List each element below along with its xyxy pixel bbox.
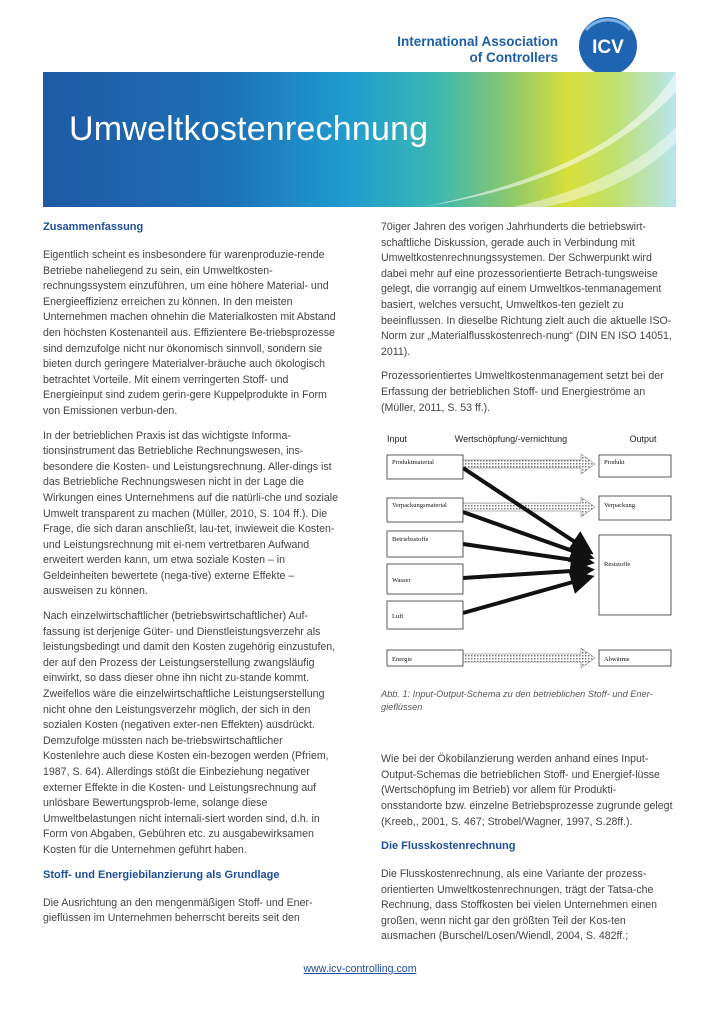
flow-verpackung (462, 497, 595, 517)
input-column-label: Input (387, 434, 408, 445)
paragraph: Die Flusskostenrechnung, als eine Variante der prozess-orientierten Umweltkostenrechnungen, trägt der Tatsa-che Rechnung, dass Stoffkosten bei vielen Unternehmen einen großen, wenn nicht gar den größten Teil der Kos-ten ausmachen (Burschel/Losen/Wiendl, 2004, S. 482ff.; (381, 868, 658, 943)
input-label: Verpackungsmaterial (392, 502, 447, 510)
heading-flusskostenrechnung: Die Flusskostenrechnung (381, 840, 516, 853)
output-column-label: Output (629, 434, 657, 445)
reststoffe-arrows (463, 468, 587, 613)
input-label: Produktmaterial (392, 459, 434, 467)
paragraph: In der betrieblichen Praxis ist das wichtigste Informa-tionsinstrument das Betriebliche Rechnungswesen, ins-besondere die Kosten- und Leistungsrechnung. Aller-dings ist das Betriebliche Rechnungswesen nicht in der Lage die Wirkungen eines Unternehmens auf die natürli-che und soziale Umwelt transparent zu machen (Müller, 2010, S. 104 ff.). Die Frage, die sich daran anschließt, lau-tet, inwieweit die Kosten- und Leistungsrechnung mit ei-nem vertretbaren Aufwand erweitert werden kann, um etwa soziale Kosten – in Geldeinheiten bewertete (nega-tive) externe Effekte – ausweisen zu können. (43, 429, 339, 598)
input-label: Luft (392, 613, 404, 621)
paragraph: Die Ausrichtung an den mengenmäßigen Stoff- und Ener-gieflüssen im Unternehmen beherrscht bereits seit den (43, 896, 313, 925)
flow-produkt (462, 454, 595, 474)
right-column (381, 220, 677, 954)
association-name-line2: of Controllers (469, 50, 558, 65)
output-label: Produkt (604, 459, 625, 467)
heading-stoff-energiebilanzierung: Stoff- und Energiebilanzierung als Grundlage (43, 868, 280, 881)
output-box (599, 535, 671, 615)
page-title: Umweltkostenrechnung (69, 110, 429, 148)
icv-logo (578, 16, 638, 76)
output-label: Verpackung (604, 502, 636, 510)
website-link[interactable]: www.icv-controlling.com (303, 963, 417, 975)
paragraph: Prozessorientiertes Umweltkostenmanagement setzt bei der Erfassung der betrieblichen Stoff- und Energieströme an (Müller, 2011, S. 53 ff.). (381, 370, 664, 414)
middle-column-label: Wertschöpfung/-vernichtung (454, 434, 568, 445)
input-box (387, 531, 463, 557)
left-column (43, 220, 339, 936)
input-output-diagram (381, 430, 677, 688)
heading-zusammenfassung: Zusammenfassung (43, 221, 144, 233)
output-label: Reststoffe (604, 561, 631, 569)
flow-abwaerme (462, 648, 595, 668)
input-label: Energie (392, 656, 413, 664)
association-name-line1: International Association (397, 34, 558, 49)
paragraph: Nach einzelwirtschaftlicher (betriebswirtschaftlicher) Auf-fassung ist derjenige Güter- und Dienstleistungsverzehr als leistungsbedingt und damit den Kosten zugehörig einzustufen, der auf den Prozess der Leistungserstellung zwangsläufig einwirkt, so dass dieser ohne ihn nicht zu-stande kommt. Zweifellos wäre die einzelwirtschaftliche Leistungserstellung nicht ohne den Leistungsverzehr möglich, der sich in den sozialen Kosten (negativen exter-nen Effekten) ausdrückt. Demzufolge müssten nach be-triebswirtschaftlicher Kostenlehre auch diese Kosten ein-bezogen werden (Pfriem, 1987, S. 64). Allerdings stößt die Einbeziehung negativer externer Effekte in die Kosten- und Leistungsrechnung auf unlösbare Bewertungsprob-leme, solange diese Umweltbelastungen nicht internali-siert worden sind, d.h. in Form von Abgaben, Gebühren etc. zu ausgabewirksamen Kosten für die Unternehmen geführt haben. (43, 610, 336, 856)
paragraph: Eigentlich scheint es insbesondere für warenproduzie-rende Betriebe naheliegend zu sein, ein Umweltkosten-rechnungssystem einzuführen, um eine höhere Material- und Energieeffizienz erreichen zu können. In den meisten Unternehmen machen ohnehin die Materialkosten mit Abstand den höchsten Kostenanteil aus. Effizientere Be-triebsprozesse sind demzufolge nicht nur ökonomisch sinnvoll, sondern sie bieten durch geringere Materialver-bräuche auch ökologisch betrachtet Vorteile. Mit einem verringerten Stoff- und Energieinput sind zudem gerin-gere Kuppelprodukte in Form von Emissionen verbun-den. (43, 249, 336, 417)
footer (0, 963, 720, 975)
association-name (397, 34, 558, 66)
paragraph: 70iger Jahren des vorigen Jahrhunderts die betriebswirt-schaftliche Diskussion, gerade auch in Verbindung mit Umweltkostenrechnungssystemen. Der Schwerpunkt wird dabei mehr auf eine prozessorientierte Betrach-tungsweise gelegt, die vorrangig auf einem Umweltkos-tenmanagement basiert, welches versucht, Umweltkos-ten gezielt zu beeinflussen. In dieselbe Richtung zielt auch die aktuelle ISO-Norm zur „Materialflusskostenrech-nung“ (DIN EN ISO 14051, 2011). (381, 221, 672, 358)
figure-caption: Abb. 1: Input-Output-Schema zu den betrieblichen Stoff- und Ener-gieflüssen (381, 689, 653, 713)
output-label: Abwärme (604, 656, 630, 664)
input-label: Betriebsstoffe (392, 536, 429, 544)
title-banner (43, 72, 676, 207)
input-label: Wasser (392, 577, 411, 585)
input-output-figure (381, 430, 677, 688)
icv-logo-text: ICV (592, 37, 624, 58)
paragraph: Wie bei der Ökobilanzierung werden anhand eines Input-Output-Schemas die betrieblichen Stoff- und Energief-lüsse (Wertschöpfung im Betrieb) vor allem für Produkti-onsstandorte bzw. einzelne Betriebsprozesse zugrunde gelegt (Kreeb,, 2001, S. 467; Strobel/Wagner, 1997, S.28ff.). (381, 753, 673, 828)
